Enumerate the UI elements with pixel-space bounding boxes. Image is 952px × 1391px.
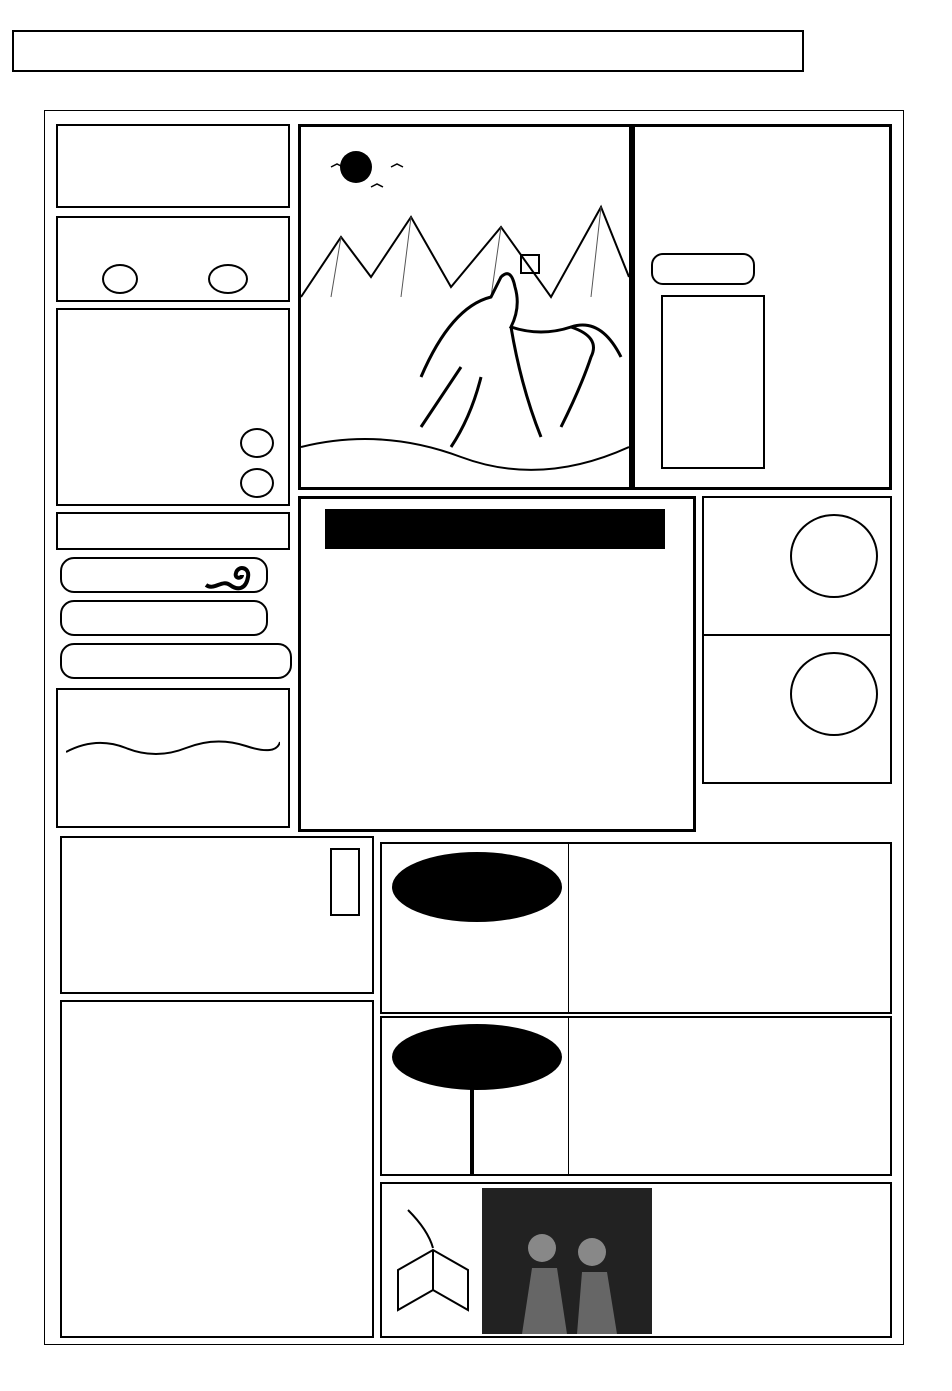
greeting-box (60, 836, 374, 994)
greeting-side-label (330, 848, 360, 916)
lucky-code-box (56, 512, 290, 550)
special-number-1 (240, 428, 274, 458)
warrior-drawing (482, 1188, 652, 1334)
latest-box (56, 688, 290, 828)
year-num-2 (790, 652, 878, 736)
total-divider (568, 844, 569, 1012)
brand-strip-right (906, 82, 938, 1342)
horse-illustration (298, 124, 632, 490)
special-open-box (380, 1016, 892, 1176)
special-open-bar (470, 1082, 474, 1174)
horse-drawing (301, 127, 629, 487)
banner-box (632, 124, 892, 490)
door-table-box (56, 124, 290, 208)
snake-icon (202, 563, 252, 591)
riddle-picture (482, 1188, 652, 1334)
scroll-title (651, 253, 755, 285)
special-open-label (392, 1024, 562, 1090)
header-bar (12, 30, 804, 72)
total-label (392, 852, 562, 922)
number-result-box (298, 496, 696, 832)
special-open-divider (568, 1018, 569, 1174)
hot-number-1 (102, 264, 138, 294)
puzzle-grid (68, 1060, 368, 1332)
special-code-box (56, 308, 290, 506)
year-count-box (702, 496, 892, 784)
total-box (380, 842, 892, 1014)
book-illustration (388, 1190, 478, 1330)
lucky-zodiac-box (60, 557, 268, 593)
special-number-2 (240, 468, 274, 498)
redacted-heading (325, 509, 665, 549)
hot-cold-box (56, 216, 290, 302)
year-count-divider (704, 634, 890, 636)
brand-strip-left (14, 112, 44, 1292)
hot-number-2 (208, 264, 248, 294)
puzzle-grid-box (60, 1000, 374, 1338)
wave-divider (66, 734, 280, 760)
lucky-range-box (60, 643, 292, 679)
riddle-box (380, 1182, 892, 1338)
year-num-1 (790, 514, 878, 598)
scroll-poem-frame (661, 295, 765, 469)
lucky-color-box (60, 600, 268, 636)
